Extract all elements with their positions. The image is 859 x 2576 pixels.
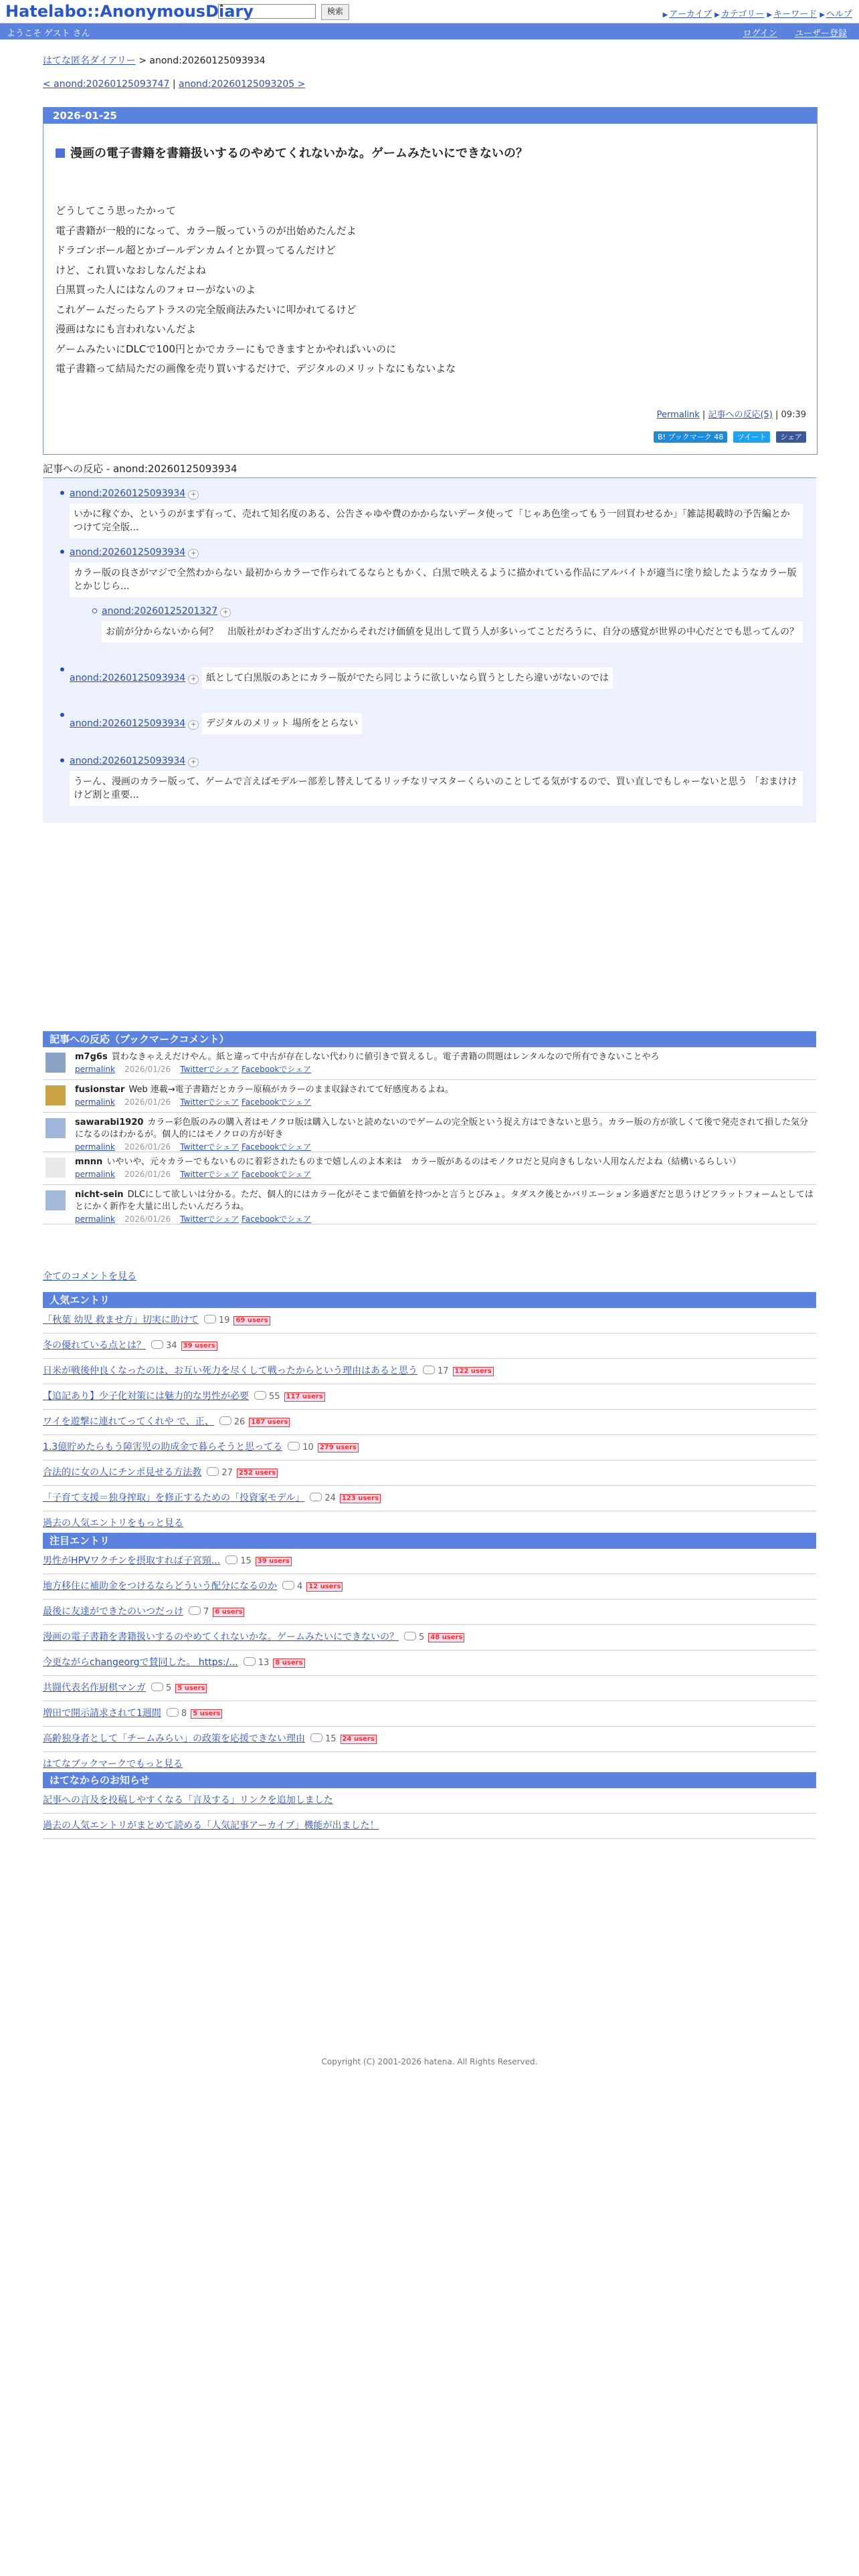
comment-count: 13 (258, 1658, 270, 1668)
reaction-text: 紙として白黒版のあとにカラー版がでたら同じように欲しいなら買うとしたら違いがないのでは (202, 667, 613, 689)
reactions-link[interactable]: 記事への反応(5) (708, 410, 773, 420)
avatar[interactable] (45, 1158, 66, 1178)
article-footer: Permalink | 記事への反応(5) | 09:39 (656, 410, 806, 420)
facebook-share-button[interactable]: シェア (776, 431, 806, 443)
entry-link[interactable]: 最後に友達ができたのいつだっけ (43, 1606, 183, 1617)
news-heading: はてなからのお知らせ (43, 1772, 816, 1788)
comment-count: 15 (325, 1734, 337, 1744)
breadcrumb-current: anond:20260125093934 (149, 56, 266, 66)
comment-bubble-icon (151, 1683, 163, 1691)
bookmark-comment: DLCにして欲しいは分かる。ただ、個人的にはカラー化がそこまで価値を持つかと言うとびみょ。タダスク後とかバリエーション多過ぎだと思うけどフラットフォームとしてはとにかく新作を大量に出したいんだろうね。 (75, 1190, 814, 1212)
list-item (43, 1701, 816, 1727)
reactions-tree (43, 479, 816, 823)
avatar[interactable] (45, 1053, 66, 1073)
list-item (43, 1727, 816, 1752)
comment-bubble-icon (219, 1416, 231, 1425)
article (43, 107, 818, 455)
bookmark-date: 2026/01/26 (124, 1142, 171, 1152)
entry-link[interactable]: 「秋葉 幼児 救ませ方」切実に助けて (43, 1315, 199, 1325)
body-line: 漫画はなにも言われないんだよ (56, 323, 197, 335)
comment-count: 34 (166, 1341, 177, 1351)
body-line: 電子書籍って結局ただの画像を売り買いするだけで、デジタルのメリットなにもないよな (56, 362, 456, 374)
comment-bubble-icon (225, 1555, 237, 1564)
bullet-icon (92, 609, 97, 613)
help-link[interactable]: ヘルプ (826, 9, 852, 19)
entry-link[interactable]: 1.3億貯めたらもう障害児の助成金で暮らそうと思ってる (43, 1442, 283, 1453)
search-input[interactable] (218, 4, 316, 19)
tweet-button[interactable]: ツイート (733, 431, 770, 443)
entry-link[interactable]: 漫画の電子書籍を書籍扱いするのやめてくれないかな。ゲームみたいにできないの？ (43, 1632, 399, 1642)
bookmark-row (43, 1080, 816, 1113)
avatar[interactable] (45, 1085, 66, 1105)
bookmark-user[interactable]: m7g6s (75, 1052, 108, 1062)
comment-count: 10 (302, 1442, 314, 1453)
reaction-link[interactable]: anond:20260125093934 (70, 547, 186, 558)
bookmark-comments (43, 1031, 816, 1224)
bookmark-permalink[interactable]: permalink (75, 1170, 115, 1179)
comment-bubble-icon (282, 1581, 294, 1590)
list-item (43, 1788, 816, 1814)
comment-bubble-icon (189, 1606, 201, 1615)
reaction-text: いかに稼ぐか、というのがまず有って、売れて知名度のある、公告さゃゆや費のかからないデータ使って「じゃあ色塗ってもう一回買わせるか」「雑誌掲載時の予告編とかつけて完全版... (70, 504, 803, 538)
triangle-icon: ▶ (714, 11, 720, 19)
bookmark-comments-heading: 記事への反応（ブックマークコメント） (43, 1031, 816, 1047)
comment-count: 17 (438, 1366, 449, 1376)
reactions-heading: 記事への反応 - anond:20260125093934 (43, 461, 816, 478)
comment-count: 27 (221, 1468, 233, 1478)
reaction-item (70, 663, 803, 689)
body-line: 白黒買った人にはなんのフォローがないのよ (56, 284, 256, 296)
reaction-link[interactable]: anond:20260125093934 (70, 488, 186, 499)
twitter-share-link[interactable]: Twitterでシェア (180, 1170, 240, 1179)
welcome-text: ようこそ ゲスト さん (7, 29, 90, 39)
bookmark-comment: Web 連載→電子書籍だとカラー原稿がカラーのまま収録されてて好感度あるよね。 (128, 1085, 454, 1095)
users-badge[interactable]: 39 users (256, 1557, 292, 1566)
next-entry-link[interactable]: anond:20260125093205 > (179, 79, 306, 90)
list-item (43, 1549, 816, 1574)
bookmark-date: 2026/01/26 (124, 1097, 171, 1107)
twitter-share-link[interactable]: Twitterでシェア (180, 1097, 240, 1107)
twitter-share-link[interactable]: Twitterでシェア (180, 1142, 240, 1152)
entry-link[interactable]: 冬の優れている点とは？ (43, 1340, 146, 1351)
list-item (43, 1384, 816, 1410)
news-link[interactable]: 過去の人気エントリがまとめて読める「人気記事アーカイブ」機能が出ました！ (43, 1820, 379, 1831)
bookmark-row (43, 1047, 816, 1080)
comment-count: 19 (218, 1315, 230, 1325)
comment-bubble-icon (310, 1733, 322, 1742)
facebook-share-link[interactable]: Facebookでシェア (241, 1065, 312, 1074)
body-line: けど、これ買いなおしなんだよね (56, 263, 207, 276)
users-badge[interactable]: 48 users (428, 1633, 464, 1642)
bookmark-permalink[interactable]: permalink (75, 1214, 115, 1224)
list-item (43, 1625, 816, 1650)
site-header (0, 0, 859, 23)
entry-link[interactable]: ワイを遊撃に連れてってくれや で、正、 (43, 1416, 214, 1427)
entry-link[interactable]: 今更ながらchangeorgで賛同した。 https:/... (43, 1657, 238, 1668)
entry-link[interactable]: 高齢独身者として「チームみらい」の政策を応援できない理由 (43, 1733, 305, 1744)
search-button[interactable]: 検索 (321, 4, 349, 20)
comment-bubble-icon (207, 1467, 219, 1476)
list-item (43, 1333, 816, 1359)
bookmark-row (43, 1113, 816, 1152)
body-line: どうしてこう思ったかって (56, 205, 177, 217)
reaction-item (70, 709, 803, 734)
comment-bubble-icon (404, 1632, 416, 1640)
entry-link[interactable]: 「子育て支援＝独身搾取」を修正するための「投資家モデル」 (43, 1493, 305, 1503)
news-link[interactable]: 記事への言及を投稿しやすくなる「言及する」リンクを追加しました (43, 1795, 333, 1806)
list-item (43, 1676, 816, 1701)
body-line: ドラゴンボール超とかゴールデンカムイとか買ってるんだけど (56, 244, 336, 256)
square-icon (56, 148, 65, 158)
list-item (43, 1308, 816, 1333)
copyright: Copyright (C) 2001-2026 hatena. All Rights Reserved. (321, 2057, 538, 2066)
bullet-icon (60, 713, 64, 717)
entry-link[interactable]: 【追記あり】少子化対策には魅力的な男性が必要 (43, 1391, 249, 1402)
users-badge[interactable]: 279 users (318, 1443, 359, 1453)
users-badge[interactable]: 187 users (249, 1418, 290, 1427)
comment-count: 5 (166, 1683, 172, 1693)
bookmark-row (43, 1152, 816, 1185)
category-link[interactable]: カテゴリー (721, 9, 765, 19)
triangle-icon: ▶ (820, 11, 825, 19)
users-badge[interactable]: 6 users (213, 1608, 244, 1617)
reaction-link[interactable]: anond:20260125093934 (70, 673, 186, 683)
bullet-icon (60, 667, 64, 671)
users-badge[interactable]: 12 users (306, 1582, 343, 1592)
body-line: これゲームだったらアトラスの完全版商法みたいに叩かれてるけど (56, 303, 357, 316)
users-badge[interactable]: 117 users (284, 1392, 325, 1402)
bookmark-user[interactable]: mnnn (75, 1157, 103, 1167)
expand-icon[interactable]: + (188, 675, 199, 684)
facebook-share-link[interactable]: Facebookでシェア (241, 1170, 312, 1179)
list-item (43, 1600, 816, 1625)
reaction-item-nested (102, 605, 803, 643)
reaction-item (70, 754, 803, 806)
site-logo[interactable]: Hatelabo::AnonymousDiary (5, 2, 254, 21)
reaction-link[interactable]: anond:20260125201327 (102, 606, 218, 617)
bookmark-user[interactable]: nicht-sein (75, 1190, 124, 1200)
article-title-text[interactable]: 漫画の電子書籍を書籍扱いするのやめてくれないかな。ゲームみたいにできないの？ (70, 146, 528, 160)
comment-count: 5 (419, 1632, 425, 1642)
bookmark-comment: いやいや、元々カラーでもないものに着彩されたものまで嬉しんのよ本来は カラー版があるのはモノクロだと見向きもしない人用なんだよね（結構いるらしい） (106, 1157, 741, 1167)
comment-bubble-icon (310, 1493, 322, 1501)
bookmark-permalink[interactable]: permalink (75, 1142, 115, 1152)
share-buttons (651, 430, 806, 443)
archive-link[interactable]: アーカイブ (669, 9, 712, 19)
comment-bubble-icon (151, 1340, 163, 1349)
reaction-text: うーん、漫画のカラー版って、ゲームで言えばモデルー部差し替えしてるリッチなリマスターくらいのことしてる気がするので、買い直しでもしゃーないと思う 「おまけけけど割と重要... (70, 771, 803, 806)
entry-link[interactable]: 地方移住に補助金をつけるならどういう配分になるのか (43, 1581, 277, 1592)
list-item (43, 1359, 816, 1384)
comment-bubble-icon (254, 1391, 266, 1400)
users-badge[interactable]: 5 users (191, 1709, 222, 1719)
bookmark-date: 2026/01/26 (124, 1170, 171, 1179)
comment-count: 4 (297, 1582, 303, 1592)
login-link[interactable]: ログイン (743, 29, 777, 39)
permalink-link[interactable]: Permalink (656, 410, 700, 420)
bookmark-permalink[interactable]: permalink (75, 1097, 115, 1107)
comment-count: 7 (203, 1607, 209, 1617)
entry-link[interactable]: 日米が戦後仲良くなったのは、お互い死力を尽くして戦ったからという理由はあると思う (43, 1366, 417, 1376)
bookmark-comment: カラー彩色版のみの購入者はモノクロ版は購入しないと読めないのでゲームの完全版という捉え方はできないと思う。カラー版の方が欲しくて後で発売されて損した気分になるのはわかるが。個人的にはモノクロの方が好き (75, 1117, 808, 1140)
comment-count: 26 (233, 1417, 246, 1427)
all-comments (43, 1269, 816, 1283)
hatena-news (43, 1772, 816, 1839)
reaction-link[interactable]: anond:20260125093934 (70, 718, 186, 729)
list-item (43, 1486, 816, 1511)
breadcrumb-root[interactable]: はてな匿名ダイアリー (43, 56, 136, 66)
bookmark-date: 2026/01/26 (124, 1065, 171, 1074)
nav-sep: | (172, 79, 176, 90)
top-links (663, 7, 852, 19)
bookmark-user[interactable]: sawarabi1920 (75, 1117, 144, 1128)
avatar[interactable] (45, 1118, 66, 1138)
all-comments-link[interactable]: 全てのコメントを見る (43, 1271, 136, 1282)
comment-bubble-icon (423, 1366, 435, 1374)
breadcrumb (43, 53, 816, 67)
comment-bubble-icon (244, 1657, 256, 1666)
popular-entries (43, 1292, 816, 1536)
expand-icon[interactable]: + (220, 608, 231, 617)
list-item (43, 1461, 816, 1486)
comment-bubble-icon (204, 1315, 216, 1323)
bookmark-permalink[interactable]: permalink (75, 1065, 115, 1074)
facebook-share-link[interactable]: Facebookでシェア (241, 1097, 312, 1107)
more-popular-link[interactable]: 過去の人気エントリをもっと見る (43, 1518, 183, 1529)
reaction-text: カラー版の良さがマジで全然わからない 最初からカラーで作られてるならともかく、白黒で映えるように描かれている作品にアルバイトが適当に塗り絵したようなカラー版とかじじら... (70, 562, 803, 597)
reaction-item (70, 487, 803, 538)
entry-link[interactable]: 共闘代表名作厨棋マンガ (43, 1683, 146, 1693)
list-item (43, 1410, 816, 1435)
expand-icon[interactable]: + (188, 549, 199, 558)
bookmark-date: 2026/01/26 (124, 1214, 171, 1224)
notable-heading: 注目エントリ (43, 1533, 816, 1549)
twitter-share-link[interactable]: Twitterでシェア (180, 1214, 240, 1224)
more-notable-link[interactable]: はてなブックマークでもっと見る (43, 1759, 183, 1769)
list-item (43, 1650, 816, 1676)
facebook-share-link[interactable]: Facebookでシェア (241, 1142, 312, 1152)
expand-icon[interactable]: + (188, 490, 199, 500)
triangle-icon: ▶ (767, 11, 773, 19)
entry-link[interactable]: 男性がHPVワクチンを摂取すれば子宮頸... (43, 1555, 221, 1566)
reaction-text: お前が分からないから何？ 出版社がわざわざ出すんだからそれだけ価値を見出して買う人が多いってことだろうに、自分の感覚が世界の中心だとでも思ってんの？ (102, 621, 803, 643)
notable-entries (43, 1533, 816, 1777)
entry-link[interactable]: 合法的に女の人にチンポ見せる方法教 (43, 1467, 202, 1478)
users-badge[interactable]: 123 users (340, 1494, 381, 1503)
avatar[interactable] (45, 1190, 66, 1210)
twitter-share-link[interactable]: Twitterでシェア (180, 1065, 240, 1074)
bullet-icon (60, 550, 64, 554)
body-line: ゲームみたいにDLCで100円とかでカラーにもできますとかやればいいのに (56, 342, 397, 355)
bullet-icon (60, 758, 64, 762)
users-badge[interactable]: 24 users (341, 1735, 377, 1744)
bookmark-user[interactable]: fusionstar (75, 1085, 125, 1095)
article-time: 09:39 (781, 410, 806, 420)
hatena-bookmark-button[interactable]: B! ブックマーク 48 (654, 431, 727, 443)
comment-count: 24 (324, 1493, 336, 1503)
article-title (56, 144, 817, 161)
entry-nav (43, 79, 816, 90)
entry-link[interactable]: 増田で開示請求されて1週間 (43, 1708, 161, 1719)
users-badge[interactable]: 5 users (175, 1684, 207, 1693)
comment-count: 8 (181, 1709, 187, 1719)
users-badge[interactable]: 122 users (453, 1367, 494, 1376)
article-body (56, 201, 817, 379)
reaction-link[interactable]: anond:20260125093934 (70, 756, 186, 766)
article-date: 2026-01-25 (43, 108, 817, 124)
register-link[interactable]: ユーザー登録 (794, 29, 847, 39)
keyword-link[interactable]: キーワード (773, 9, 818, 19)
list-item (43, 1435, 816, 1461)
reaction-item (70, 546, 803, 597)
expand-icon[interactable]: + (188, 720, 199, 730)
comment-bubble-icon (167, 1708, 179, 1717)
users-badge[interactable]: 69 users (233, 1316, 270, 1325)
list-item (43, 1574, 816, 1600)
list-item (43, 1814, 816, 1839)
comment-bubble-icon (288, 1442, 300, 1451)
comment-count: 15 (240, 1556, 252, 1566)
bookmark-comment: 買わなきゃええだけやん。紙と違って中古が存在しない代わりに値引きで買えるし。電子書籍の問題はレンタルなので所有できないことやろ (111, 1052, 660, 1062)
bookmark-row (43, 1185, 816, 1224)
expand-icon[interactable]: + (188, 758, 199, 767)
facebook-share-link[interactable]: Facebookでシェア (241, 1214, 312, 1224)
users-badge[interactable]: 39 users (181, 1341, 217, 1351)
triangle-icon: ▶ (662, 11, 668, 19)
comment-count: 55 (269, 1392, 280, 1402)
user-bar (0, 23, 859, 39)
users-badge[interactable]: 8 users (273, 1658, 304, 1668)
reaction-text: デジタルのメリット 場所をとらない (202, 713, 362, 734)
prev-entry-link[interactable]: < anond:20260125093747 (43, 79, 170, 90)
bullet-icon (60, 491, 64, 495)
popular-heading: 人気エントリ (43, 1292, 816, 1308)
body-line: 電子書籍が一般的になって、カラー版っていうのが出始めたんだよ (56, 224, 357, 237)
users-badge[interactable]: 252 users (237, 1469, 278, 1478)
breadcrumb-sep: > (138, 56, 147, 66)
